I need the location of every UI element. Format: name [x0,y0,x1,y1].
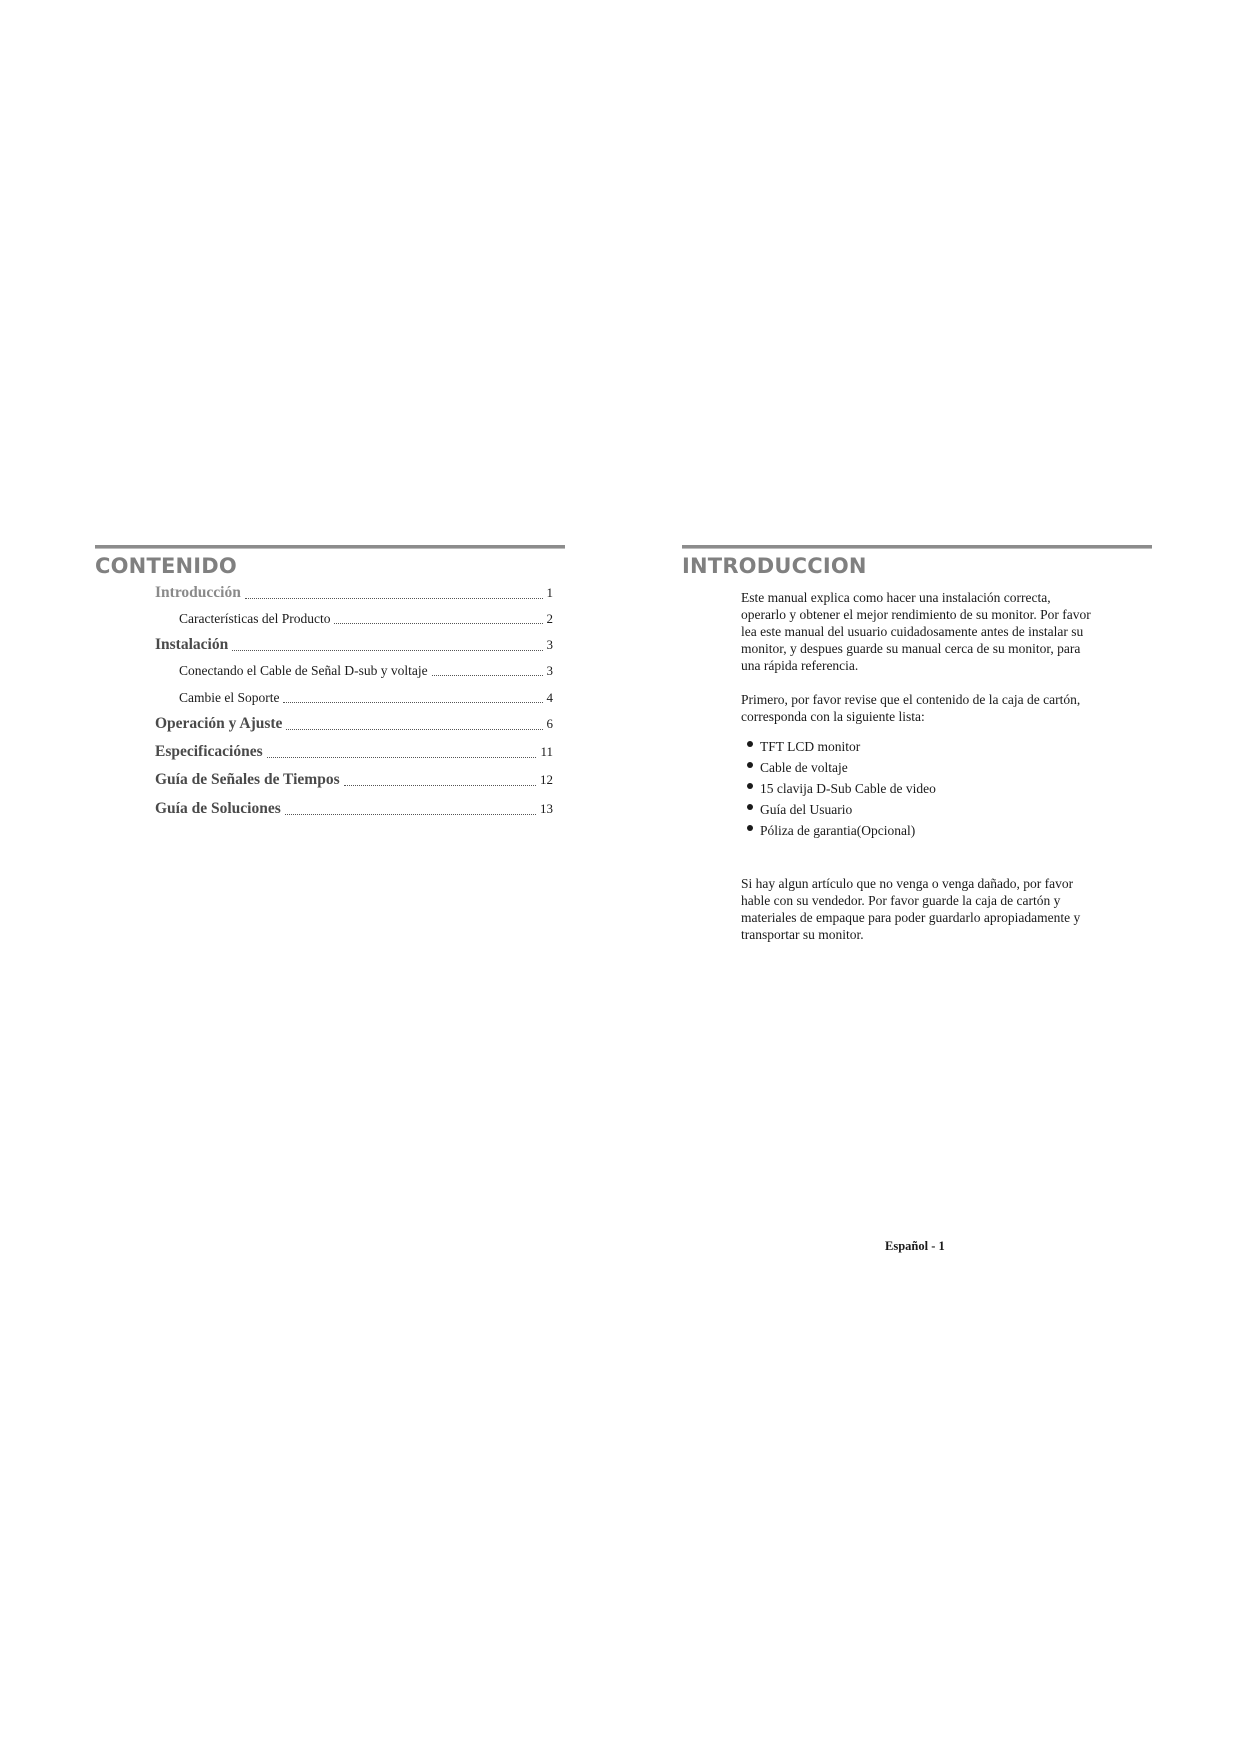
toc-dot-leader [283,701,542,703]
bullet-icon [747,825,753,831]
toc-entry-label: Características del Producto [179,611,331,626]
introduction-section [682,545,1152,579]
list-item [747,757,1141,778]
contents-header-rule [95,545,565,549]
paragraph-line: operarlo y obtener el mejor rendimiento de su monitor. Por favor [741,607,1091,622]
bullet-icon [747,804,753,810]
toc-page-number: 11 [540,744,553,759]
toc-dot-leader [267,756,537,758]
toc-entry-label: Operación y Ajuste [155,715,283,732]
toc-page-number: 12 [540,772,553,787]
toc-entry-guia-soluciones [155,800,553,818]
introduction-header-rule [682,545,1152,549]
bullet-icon [747,741,753,747]
toc-dot-leader [245,597,543,599]
toc-dot-leader [334,622,542,624]
toc-entry-label: Especificaciónes [155,743,263,760]
paragraph-line: monitor, y despues guarde su manual cerca de su monitor, para [741,641,1081,656]
paragraph-line: Si hay algun artículo que no venga o venga dañado, por favor [741,876,1074,891]
list-item-label: 15 clavija D-Sub Cable de video [760,781,936,796]
toc-entry-label: Introducción [155,584,241,601]
toc-dot-leader [344,784,536,786]
paragraph-line: Primero, por favor revise que el contenido de la caja de cartón, [741,692,1081,707]
toc-dot-leader [232,649,542,651]
package-contents-list [747,736,1141,841]
toc-entry-especificaciones [155,743,553,761]
bullet-icon [747,762,753,768]
paragraph-line: lea este manual del usuario cuidadosamente antes de instalar su [741,624,1084,639]
contents-section [95,545,565,579]
paragraph-line: materiales de empaque para poder guardarlo apropiadamente y [741,910,1081,925]
page-number: Español - 1 [885,1239,945,1253]
toc-entry-label: Conectando el Cable de Señal D-sub y voltaje [179,663,428,678]
paragraph-line: una rápida referencia. [741,658,859,673]
list-item-label: Póliza de garantia(Opcional) [760,823,916,838]
introduction-heading: INTRODUCCION [682,554,867,578]
list-item [747,820,1141,841]
introduction-body [741,589,1141,943]
paragraph-line: transportar su monitor. [741,927,864,942]
intro-paragraph-damaged-items [741,875,1141,943]
paragraph-line: Este manual explica como hacer una instalación correcta, [741,590,1051,605]
intro-paragraph-check-contents [741,691,1141,725]
toc-page-number: 13 [540,801,553,816]
toc-entry-guia-senales [155,771,553,789]
paragraph-line: hable con su vendedor. Por favor guarde la caja de cartón y [741,893,1061,908]
toc-entry-introduccion [155,584,553,602]
intro-paragraph-purpose [741,589,1141,674]
list-item [747,799,1141,820]
toc-page-number: 3 [546,663,553,678]
list-item-label: Guía del Usuario [760,802,853,817]
toc-entry-instalacion [155,636,553,654]
toc-entry-caracteristicas [179,611,553,627]
toc-entry-label: Guía de Señales de Tiempos [155,771,340,788]
list-item [747,778,1141,799]
toc-entry-label: Cambie el Soporte [179,690,280,705]
toc-dot-leader [285,813,536,815]
list-item [747,736,1141,757]
toc-page-number: 1 [546,585,553,600]
bullet-icon [747,783,753,789]
toc-entry-soporte [179,690,553,706]
toc-page-number: 6 [546,716,553,731]
toc-page-number: 3 [546,637,553,652]
toc-page-number: 2 [546,611,553,626]
list-item-label: Cable de voltaje [760,760,848,775]
toc-entry-operacion [155,715,553,733]
toc-page-number: 4 [546,690,553,705]
toc-entry-label: Instalación [155,636,229,653]
toc-dot-leader [286,728,542,730]
list-item-label: TFT LCD monitor [760,739,861,754]
toc-entry-label: Guía de Soluciones [155,800,281,817]
contents-heading: CONTENIDO [95,554,237,578]
toc-entry-conectando [179,663,553,679]
toc-dot-leader [432,674,543,676]
paragraph-line: corresponda con la siguiente lista: [741,709,925,724]
